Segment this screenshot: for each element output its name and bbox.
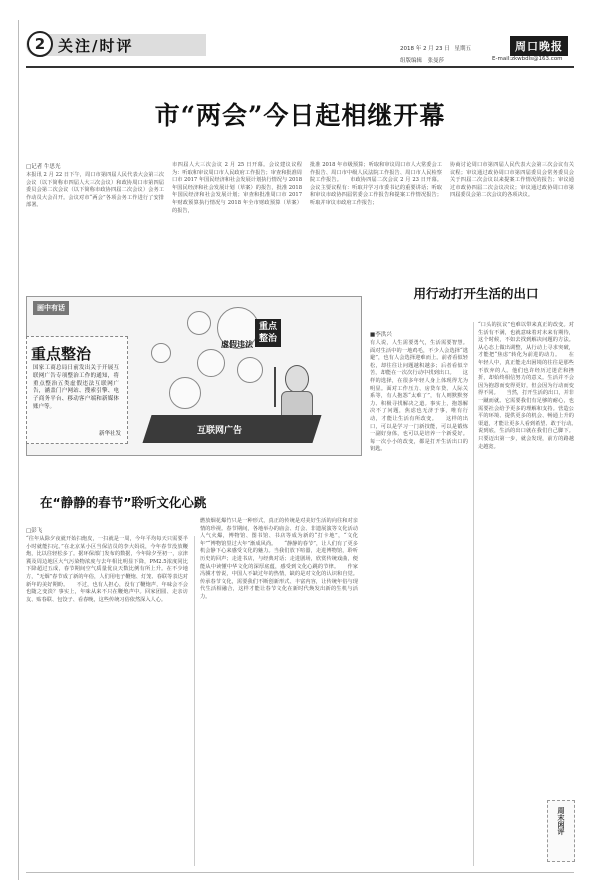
email-line: E-mail:zkwbdls@163.com bbox=[492, 56, 563, 62]
bubble-shape bbox=[169, 377, 201, 409]
illustration-caption-box bbox=[26, 336, 128, 444]
caption-text: 国家工商总局日前发出关于开展互联网广告专项整治工作的通知，将重点整治五类虚假违法互联网广告，涵盖门户网站、搜索引擎、电子商务平台、移动客户端和新媒体账户等。 bbox=[33, 365, 119, 410]
article2-headline: 用行动打开生活的出口 bbox=[413, 286, 539, 301]
lead-col-4: 协商讨论周口市第四届人民代表大会第三次会议有关议程；审议通过政协周口市第四届委员会常务委员会关于四届二次会议以来提案工作情况的报告；审议通过市政协四届二次会议决议；审议通过政协周口市第四届委员会第二次会议的各项决议。 bbox=[450, 162, 574, 199]
bubble-shape bbox=[187, 311, 211, 335]
page-number-badge bbox=[27, 31, 53, 57]
bubble-label: 虚假违法 bbox=[221, 340, 253, 349]
bottom-rule bbox=[26, 872, 574, 873]
weekday-text: 星期五 bbox=[454, 46, 472, 52]
sign-label: 重点整治 bbox=[259, 322, 278, 344]
caption-credit: 新华社发 bbox=[98, 431, 121, 437]
column-label-tag bbox=[33, 301, 69, 315]
article1-col-2: 燃放烟花爆竹只是一种形式，真正的传统是对美好生活的向往和对亲情的珍视。春节期间，各地举办的庙会、灯会、非遗展演等文化活动人气火爆，博物馆、图书馆、书店等成为新的“打卡地”，“文化年”“博物馆里过大年”渐成风尚。 “静静的春节”，让人们有了更多机会静下心来感受文化的魅力。当我们放下喧嚣，走进博物馆，聆听历史的回声；走进书店，与经典对话；走进剧场，欣赏传统戏曲，便能从中读懂中华文化的深厚底蕴，感受到文化心跳的节律。 作家冯骥才曾说，中国人不缺过年的热情，缺的是对文化的认识和自觉。传承春节文化，需要我们不断创新形式、丰富内容，让传统年俗与现代生活相融合，这样才能让春节文化在新时代焕发出新的生机与活力。 bbox=[200, 518, 358, 600]
column-label: 画中有话 bbox=[37, 304, 65, 312]
lead-col-1: 本报讯 2 月 22 日下午，周口市第四届人民代表大会第三次会议（以下简称市四届人大三次会议）和政协周口市第四届委员会第二次会议（以下简称市政协四届二次会议）会务工作动员大会召开。会议对市“两会”各项会务工作进行了安排部署。 bbox=[26, 172, 164, 209]
masthead-logo: 周口晚报 bbox=[510, 36, 568, 56]
article2-col-1: 有人说，人生需要勇气，生活需要智慧。面对生活中的一地鸡毛，不少人会选择“逃避”，也有人会选择迎难而上。前者看似轻松，却往往让问题越积越多；后者看似辛苦，却能在一次次行动中找到出口。 这样的选择，在很多年轻人身上体现得尤为明显。面对工作压力、房贷车贷、人际关系等，有人抱怨“太难了”，有人则默默努力、积极寻找解决之道。事实上，抱怨解决不了问题，焦虑也无济于事，唯有行动，才能让生活有所改变。 这样的出口，可以是学习一门新技能，可以是锻炼一副好身体，也可以是培养一个新爱好。每一次小小的改变，都是打开生活出口的钥匙。 bbox=[370, 340, 468, 453]
article1-byline: □彭飞 bbox=[26, 528, 43, 534]
left-page-edge bbox=[18, 20, 19, 880]
caption-title: 重点整治 bbox=[31, 345, 92, 363]
bubble-shape bbox=[237, 357, 263, 383]
column-divider bbox=[473, 322, 474, 866]
bubble-shape bbox=[151, 343, 171, 363]
lead-headline: 市“两会”今日起相继开幕 bbox=[154, 101, 446, 130]
article1-headline: 在“静静的春节”聆听文化心跳 bbox=[40, 495, 207, 510]
book-label: 互联网广告 bbox=[197, 426, 243, 436]
sidebar-column-label bbox=[547, 800, 575, 862]
sign-pole bbox=[274, 367, 276, 407]
bubble-shape bbox=[197, 349, 225, 377]
header-rule bbox=[26, 66, 574, 68]
page-number: 2 bbox=[34, 35, 46, 53]
lead-col-3: 批准 2018 年市级预算；听取和审议周口市人大常委会工作报告、周口市中级人民法院工作报告、周口市人民检察院工作报告。 市政协四届二次会议 2 月 23 日开幕。会议主要议程有：听取并学习市委书记的重要讲话；听取和审议市政协四届常委会工作报告和提案工作情况报告；听取并审议市政府工作报告； bbox=[310, 162, 442, 206]
article2-col-2: “口头的抗议”也难以带来真正的改变。对生活有不满，也就意味着对未来有期待，这个时候，不如去找到解决问题的方法。从心态上做出调整，从行动上寻求突破，才能把“焦虑”转化为前进的动力。 在年轻人中，真正能走出困境的往往是那些不放弃的人。他们也许经历过迷茫和挫折，却始终相信努力的意义。生活并不会因为抱怨而变得更好，但会因为行动而变得不同。 当然，打开生活的出口，并非一蹴而就。它需要我们有足够的耐心，也需要社会给予更多的理解和支持。营造公平的环境、提供更多的机会、畅通上升的渠道，才能让更多人看到希望、敢于行动。 说到底，生活的出口就在我们自己脚下。只要迈出第一步，就会发现，前方的路越走越宽。 bbox=[478, 322, 585, 450]
sidebar-label-text: 周末闲评 bbox=[557, 807, 565, 835]
column-divider bbox=[194, 536, 195, 866]
editor-line: 组版编辑 张曼莎 bbox=[400, 58, 445, 64]
article2-byline: ■李洪兴 bbox=[370, 332, 392, 338]
figure-head bbox=[285, 365, 309, 393]
date-text: 2018 年 2 月 23 日 bbox=[400, 46, 450, 52]
lead-byline: □记者 牛思光 bbox=[26, 164, 61, 170]
article1-col-1: “往年从除夕夜就开始扫炮皮，一扫就是一周，今年平均每天只需要半小时就能扫完。”在北京某小区当保洁员的李大妈说，今年春节没放鞭炮，比以往轻松多了。据环保部门发布的数据，今年除夕至初一，京津冀及周边地区大气污染物浓度与去年相比明显下降，PM2.5浓度同比下降超过五成，春节期间空气质量优良天数比例有所上升。在不少地方，“无烟”春节成了新的年俗，人们用电子鞭炮、灯笼、春联等表达对新年的美好期盼。 不过，也有人担心，没有了鞭炮声，年味会不会也随之变淡？事实上，年味从来不只在鞭炮声中。回家团圆、走亲访友、贴春联、包饺子、看春晚，这些传统习俗依然深入人心。 bbox=[26, 536, 188, 603]
crackdown-sign bbox=[255, 319, 281, 347]
header-date bbox=[400, 44, 471, 52]
lead-col-2: 市四届人大三次会议 2 月 25 日开幕。会议建议议程为：听取和审议周口市人民政府工作报告；审查和批准周口市 2017 年国民经济和社会发展计划执行情况与 2018 年国民经济和社会发展计划（草案）的报告，批准 2018 年国民经济和社会发展计划；审查和批准周口市 2017 年财政预算执行情况与 2018 年全市财政预算（草案）的报告， bbox=[172, 162, 302, 214]
section-title: 关注/时评 bbox=[58, 37, 134, 55]
